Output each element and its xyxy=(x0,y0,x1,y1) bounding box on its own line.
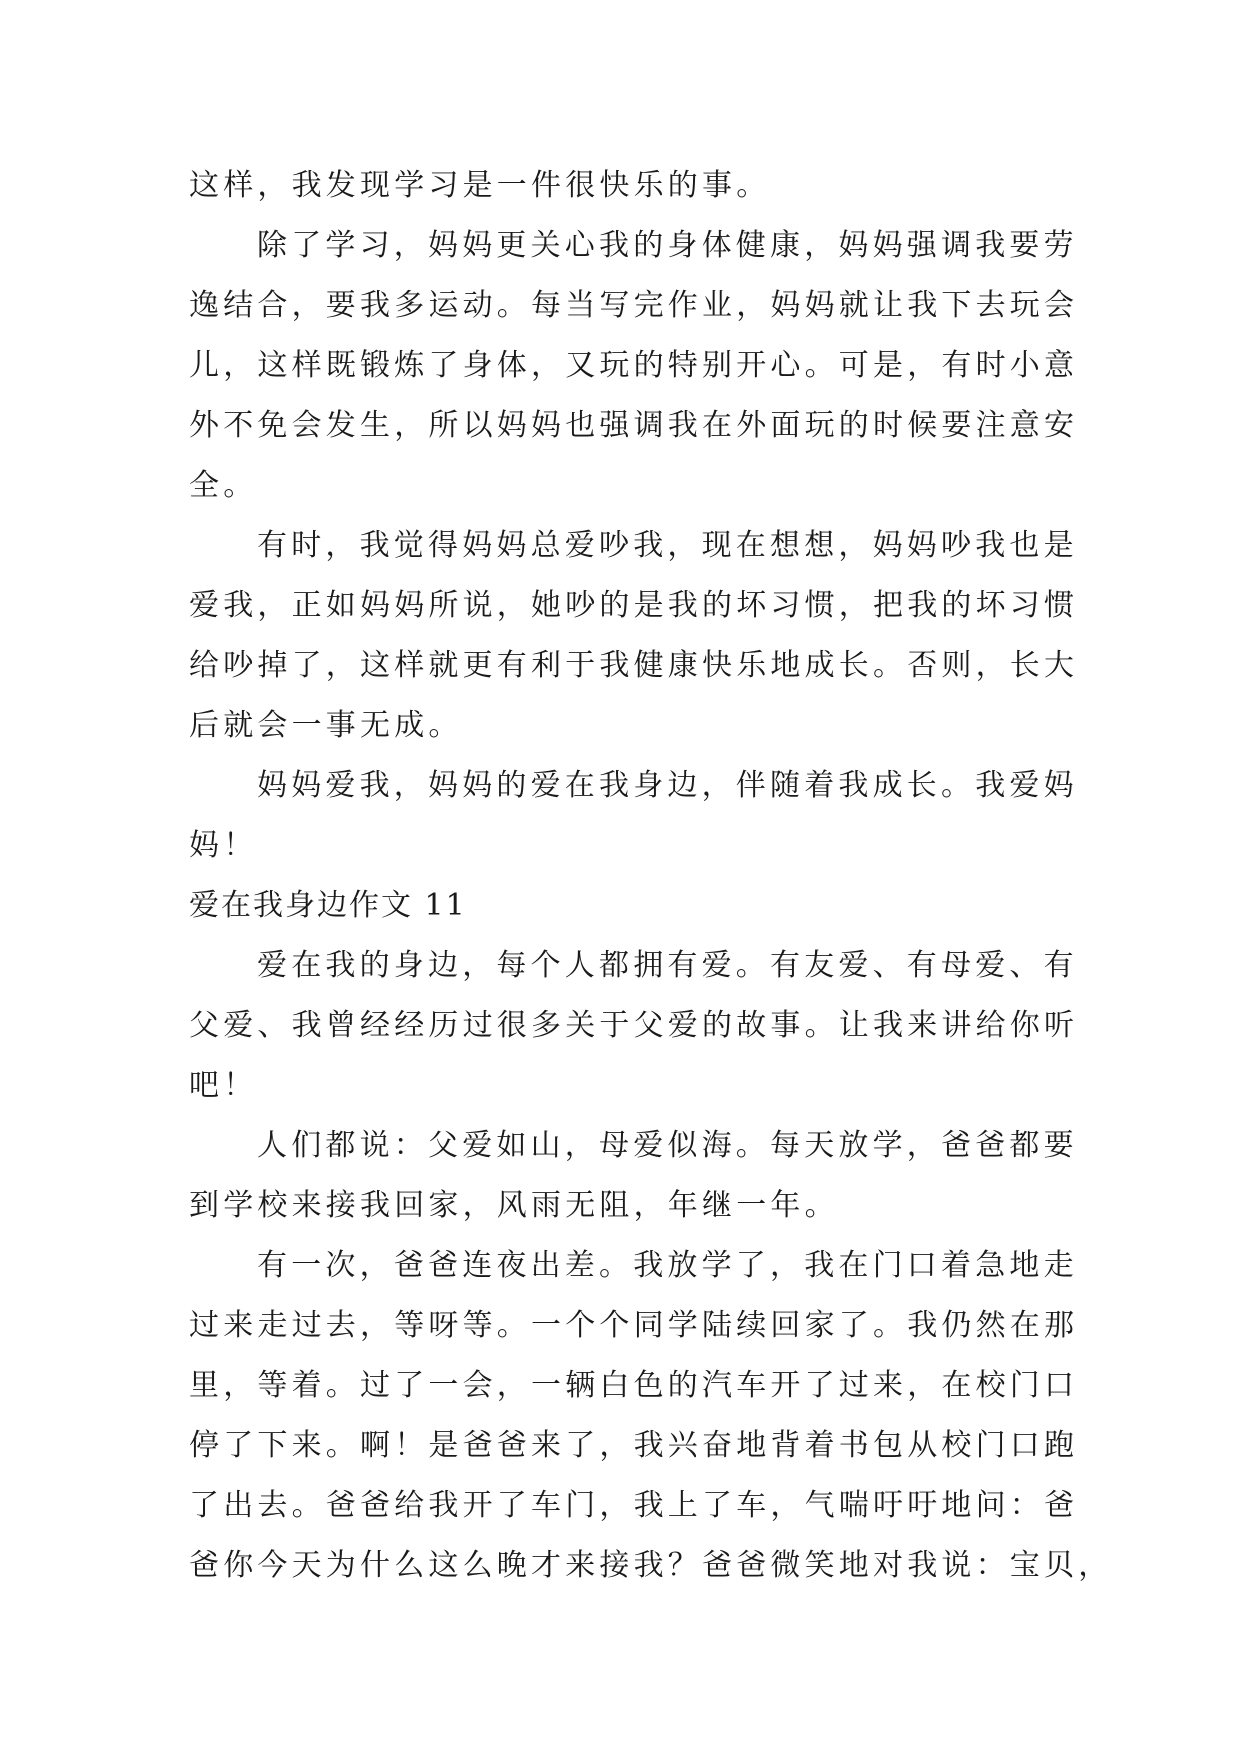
text-line: 过来走过去，等呀等。一个个同学陆续回家了。我仍然在那 xyxy=(189,1308,1079,1343)
text-line: 到学校来接我回家，风雨无阻，年继一年。 xyxy=(189,1188,839,1223)
text-line: 里，等着。过了一会，一辆白色的汽车开了过来，在校门口 xyxy=(189,1368,1079,1403)
text-line: 除了学习，妈妈更关心我的身体健康，妈妈强调我要劳 xyxy=(257,228,1078,263)
text-line: 停了下来。啊！是爸爸来了，我兴奋地背着书包从校门口跑 xyxy=(189,1428,1079,1463)
document-body xyxy=(189,156,1113,1596)
text-line: 妈！ xyxy=(189,828,258,863)
text-line: 这样，我发现学习是一件很快乐的事。 xyxy=(189,168,771,203)
text-line: 爸你今天为什么这么晚才来接我？爸爸微笑地对我说：宝贝， xyxy=(189,1548,1113,1583)
text-line: 逸结合，要我多运动。每当写完作业，妈妈就让我下去玩会 xyxy=(189,288,1079,323)
section-heading: 爱在我身边作文 11 xyxy=(189,888,467,923)
text-line: 妈妈爱我，妈妈的爱在我身边，伴随着我成长。我爱妈 xyxy=(257,768,1078,803)
text-line: 儿，这样既锻炼了身体，又玩的特别开心。可是，有时小意 xyxy=(189,348,1079,383)
text-line: 后就会一事无成。 xyxy=(189,708,463,743)
text-line: 有时，我觉得妈妈总爱吵我，现在想想，妈妈吵我也是 xyxy=(257,528,1078,563)
text-line: 人们都说：父爱如山，母爱似海。每天放学，爸爸都要 xyxy=(257,1128,1078,1163)
text-line: 给吵掉了，这样就更有利于我健康快乐地成长。否则，长大 xyxy=(189,648,1079,683)
text-line: 外不免会发生，所以妈妈也强调我在外面玩的时候要注意安 xyxy=(189,408,1079,443)
text-line: 爱在我的身边，每个人都拥有爱。有友爱、有母爱、有 xyxy=(257,948,1078,983)
text-line: 有一次，爸爸连夜出差。我放学了，我在门口着急地走 xyxy=(257,1248,1078,1283)
text-line: 吧！ xyxy=(189,1068,258,1103)
text-line: 爱我，正如妈妈所说，她吵的是我的坏习惯，把我的坏习惯 xyxy=(189,588,1079,623)
text-line: 全。 xyxy=(189,468,258,503)
text-line: 了出去。爸爸给我开了车门，我上了车，气喘吁吁地问：爸 xyxy=(189,1488,1079,1523)
text-line: 父爱、我曾经经历过很多关于父爱的故事。让我来讲给你听 xyxy=(189,1008,1079,1043)
